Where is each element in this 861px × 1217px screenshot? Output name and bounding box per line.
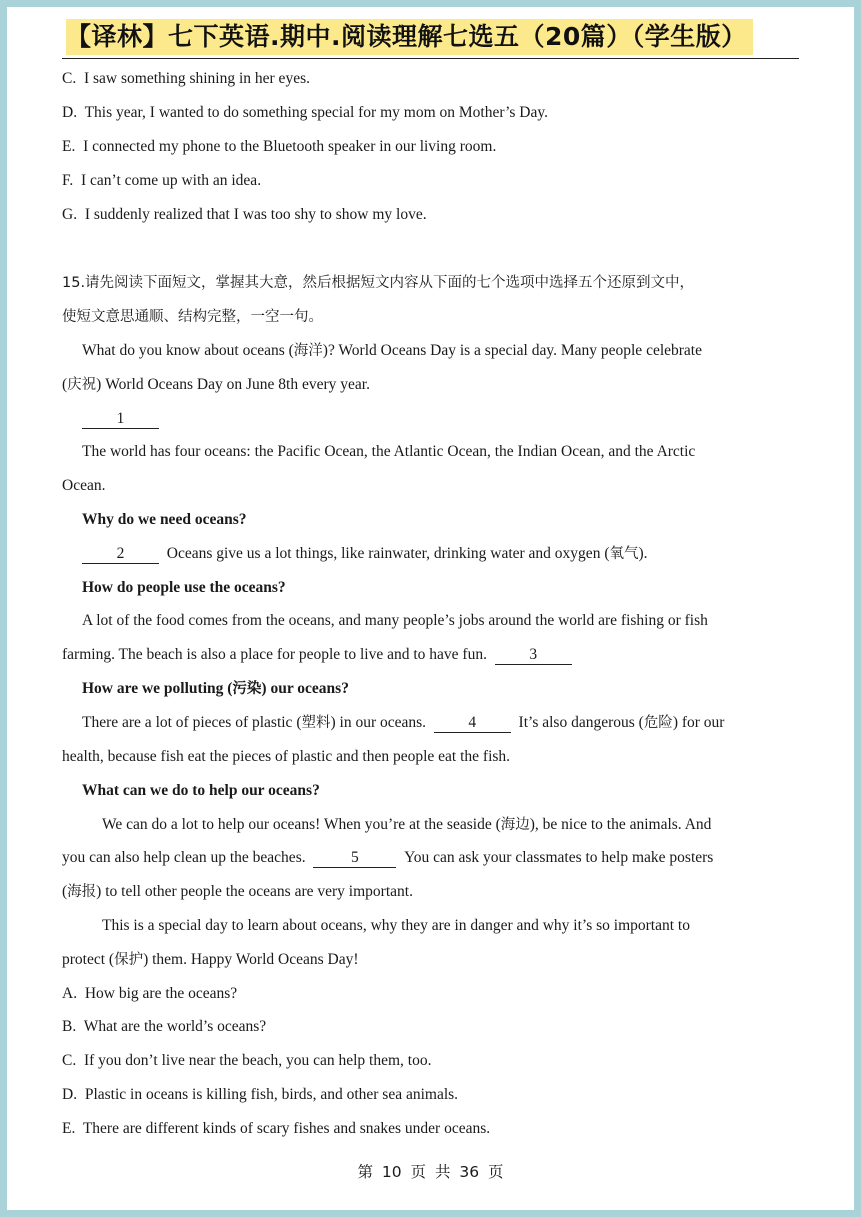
q15-instruction-cont: 使短文意思通顺、结构完整，一空一句。 <box>62 309 323 325</box>
passage-p7-cont: protect (保护) them. Happy World Oceans Day! <box>62 951 359 968</box>
option-a: A. How big are the oceans? <box>62 985 238 1002</box>
passage-p5-cont: health, because fish eat the pieces of plastic and then people eat the fish. <box>62 748 511 765</box>
passage-p7: This is a special day to learn about oceans, why they are in danger and why it’s so important to <box>102 917 690 934</box>
passage-p2-cont: Ocean. <box>62 477 106 494</box>
option-e: E. There are different kinds of scary fishes and snakes under oceans. <box>62 1120 491 1137</box>
heading-help: What can we do to help our oceans? <box>82 782 320 799</box>
passage-p6-cont: you can also help clean up the beaches. 5 You can ask your classmates to help make posters <box>62 849 714 866</box>
blank-5: 5 <box>313 849 396 868</box>
passage-p6: We can do a lot to help our oceans! When you’re at the seaside (海边), be nice to the animals. And <box>102 816 712 833</box>
blank-2: 2 <box>82 545 159 564</box>
passage-p3: 2 Oceans give us a lot things, like rainwater, drinking water and oxygen (氧气). <box>82 544 648 564</box>
passage-p4: A lot of the food comes from the oceans, and many people’s jobs around the world are fishing or fish <box>82 612 708 629</box>
blank-4: 4 <box>434 714 511 733</box>
option-c: C. If you don’t live near the beach, you can help them, too. <box>62 1052 432 1069</box>
prev-option-f: F. I can’t come up with an idea. <box>62 172 262 189</box>
heading-polluting: How are we polluting (污染) our oceans? <box>82 680 349 697</box>
passage-p2: The world has four oceans: the Pacific Ocean, the Atlantic Ocean, the Indian Ocean, and the Arctic <box>82 443 696 460</box>
heading-how-use: How do people use the oceans? <box>82 579 286 596</box>
prev-option-c: C. I saw something shining in her eyes. <box>62 70 310 87</box>
page-number: 第 10 页 共 36 页 <box>357 1163 504 1181</box>
blank-3: 3 <box>495 646 572 665</box>
header <box>62 15 799 59</box>
prev-option-d: D. This year, I wanted to do something special for my mom on Mother’s Day. <box>62 104 548 121</box>
heading-why-need: Why do we need oceans? <box>82 511 247 528</box>
passage-p5: There are a lot of pieces of plastic (塑料) in our oceans. 4 It’s also dangerous (危险) for our <box>82 714 725 731</box>
option-d: D. Plastic in oceans is killing fish, birds, and other sea animals. <box>62 1086 459 1103</box>
passage-p4-cont: farming. The beach is also a place for people to live and to have fun. 3 <box>62 645 572 665</box>
blank-1: 1 <box>82 409 159 429</box>
prev-option-g: G. I suddenly realized that I was too shy to show my love. <box>62 206 427 223</box>
page-title: 【译林】七下英语.期中.阅读理解七选五（20篇）（学生版） <box>66 19 753 55</box>
passage-p1: What do you know about oceans (海洋)? World Oceans Day is a special day. Many people celebrate <box>82 342 702 359</box>
option-b: B. What are the world’s oceans? <box>62 1018 267 1035</box>
passage-p6-cont2: (海报) to tell other people the oceans are very important. <box>62 883 413 900</box>
prev-option-e: E. I connected my phone to the Bluetooth speaker in our living room. <box>62 138 497 155</box>
q15-instruction: 15.请先阅读下面短文，掌握其大意，然后根据短文内容从下面的七个选项中选择五个还原到文中， <box>62 275 695 291</box>
title-underline <box>62 58 799 59</box>
passage-p1-cont: (庆祝) World Oceans Day on June 8th every year. <box>62 376 370 393</box>
